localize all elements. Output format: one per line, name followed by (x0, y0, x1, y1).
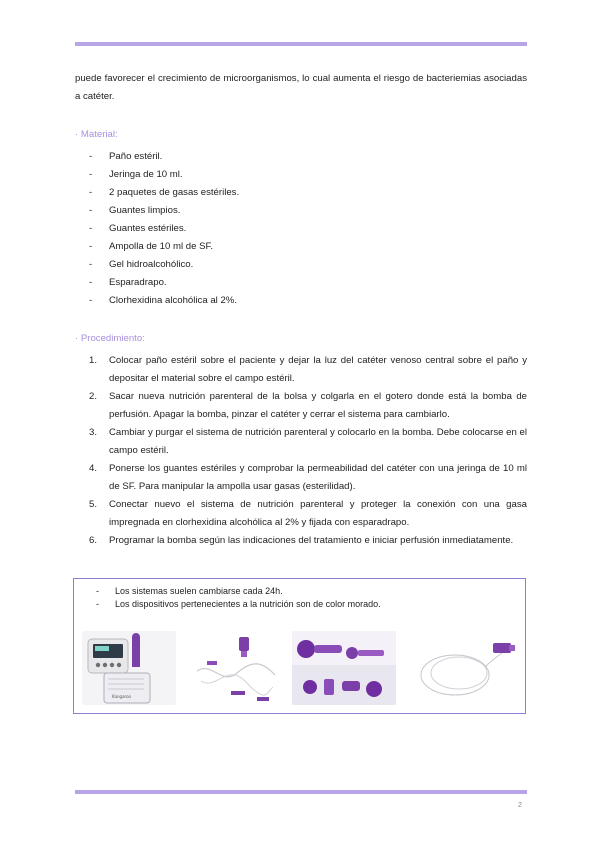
header-rule (75, 42, 527, 46)
procedure-step (75, 388, 527, 424)
extension-tube-image (409, 631, 519, 705)
note-list (74, 585, 525, 611)
step-number: 4. (89, 463, 98, 474)
infusion-pump-image (82, 631, 176, 705)
step-text: Colocar paño estéril sobre el paciente y dejar la luz del catéter venoso central sobre el paño y depositar el material sobre el campo estéril. (109, 355, 527, 384)
procedure-step (75, 532, 527, 550)
list-item: - Ampolla de 10 ml de SF. (75, 238, 527, 256)
pump-brand-label: Kangaroo (112, 694, 131, 699)
page-number: 2 (518, 802, 522, 809)
note-box (73, 578, 526, 714)
list-item: - Paño estéril. (75, 148, 527, 166)
list-item: - 2 paquetes de gasas estériles. (75, 184, 527, 202)
list-item: - Gel hidroalcohólico. (75, 256, 527, 274)
step-number: 3. (89, 427, 98, 438)
step-number: 6. (89, 535, 98, 546)
procedure-step (75, 496, 527, 532)
step-number: 2. (89, 391, 98, 402)
tubing-set-image (187, 631, 281, 705)
step-number: 1. (89, 355, 98, 366)
procedure-step (75, 460, 527, 496)
step-text: Programar la bomba según las indicaciones del tratamiento e iniciar perfusión inmediatamente. (109, 535, 514, 546)
procedure-step (75, 424, 527, 460)
footer-rule (75, 790, 527, 794)
step-text: Ponerse los guantes estériles y comprobar la permeabilidad del catéter con una jeringa de 10 ml de SF. Para manipular la ampolla usar gasas (esterilidad). (109, 463, 527, 492)
connectors-image (292, 631, 396, 705)
list-item: - Jeringa de 10 ml. (75, 166, 527, 184)
list-item: - Clorhexidina alcohólica al 2%. (75, 292, 527, 310)
procedure-list (75, 352, 527, 550)
step-text: Cambiar y purgar el sistema de nutrición parenteral y colocarlo en la bomba. Debe colocarse en el campo estéril. (109, 427, 527, 456)
page-content (75, 70, 527, 550)
material-heading: · Material: (75, 129, 118, 140)
note-item: - Los dispositivos pertenecientes a la nutrición son de color morado. (74, 598, 525, 611)
material-list (75, 148, 527, 310)
step-number: 5. (89, 499, 98, 510)
intro-paragraph: puede favorecer el crecimiento de microorganismos, lo cual aumenta el riesgo de bacteriemias asociadas a catéter. (75, 73, 527, 102)
step-text: Sacar nueva nutrición parenteral de la bolsa y colgarla en el gotero donde está la bomba de perfusión. Apagar la bomba, pinzar el catéter y cerrar el sistema para cambiarlo. (109, 391, 527, 420)
list-item: - Esparadrapo. (75, 274, 527, 292)
list-item: - Guantes limpios. (75, 202, 527, 220)
procedure-step (75, 352, 527, 388)
list-item: - Guantes estériles. (75, 220, 527, 238)
procedure-heading: · Procedimiento: (75, 333, 145, 344)
note-item: - Los sistemas suelen cambiarse cada 24h. (74, 585, 525, 598)
step-text: Conectar nuevo el sistema de nutrición parenteral y proteger la conexión con una gasa impregnada en clorhexidina alcohólica al 2% y fijada con esparadrapo. (109, 499, 527, 528)
